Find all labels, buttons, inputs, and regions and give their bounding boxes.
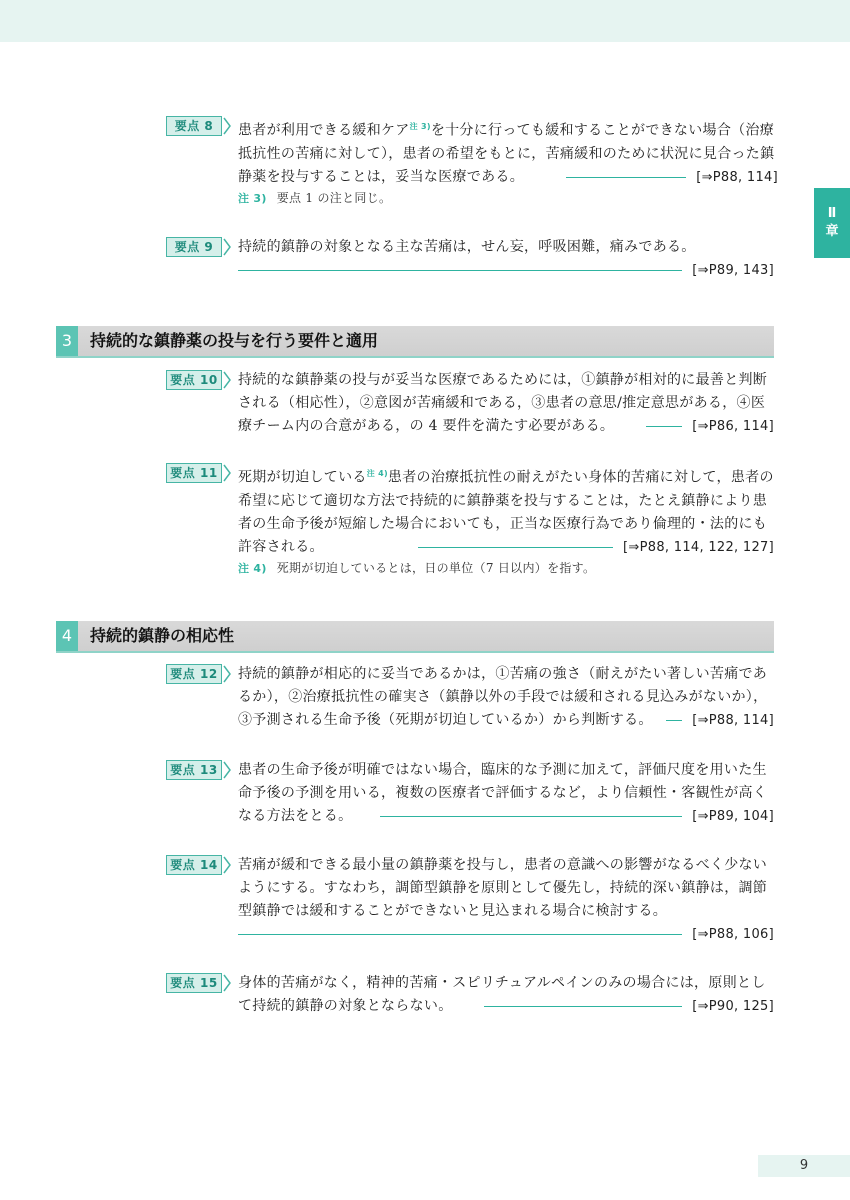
note-label: 注 3): [238, 192, 267, 205]
key-point-11: [166, 462, 774, 559]
key-point-12: [166, 663, 774, 732]
leader-line: [566, 177, 686, 178]
page-reference: [⇒P88, 114]: [696, 169, 778, 185]
leader-line: [484, 1006, 682, 1007]
note-text: 死期が切迫しているとは，日の単位（7 日以内）を指す。: [276, 561, 596, 575]
chapter-tab: [814, 188, 850, 258]
key-point-label: 要点 15: [166, 973, 222, 993]
key-point-label: 要点 12: [166, 664, 222, 684]
key-point-13: [166, 759, 774, 828]
key-point-badge: [166, 664, 232, 684]
leader-line: [238, 934, 682, 935]
chevron-right-icon: [222, 463, 232, 483]
section-number: 3: [56, 326, 78, 356]
note-3: [238, 189, 391, 206]
leader-line: [646, 426, 682, 427]
page-number: 9: [758, 1155, 850, 1177]
key-point-label: 要点 13: [166, 760, 222, 780]
page-reference: [⇒P88, 106]: [692, 927, 774, 942]
top-band: [0, 0, 850, 42]
page-reference: [⇒P88, 114]: [692, 713, 774, 728]
key-point-label: 要点 11: [166, 463, 222, 483]
page-reference: [⇒P88, 114, 122, 127]: [623, 539, 774, 555]
key-point-text: 身体的苦痛がなく，精神的苦痛・スピリチュアルペインのみの場合には，原則として持続的鎮静の対象とならない。: [238, 975, 766, 1014]
chevron-right-icon: [222, 237, 232, 257]
note-text: 要点 1 の注と同じ。: [276, 191, 392, 205]
page-reference: [⇒P89, 143]: [692, 263, 774, 278]
key-point-text: 患者の治療抵抗性の耐えがたい身体的苦痛に対して，患者の希望に応じて適切な方法で持続的に鎮静薬を投与することは，たとえ鎮静により患者の生命予後が短縮した場合においても，正当な医療行為であり倫理的・法的にも許容される。: [238, 469, 774, 555]
key-point-text: 患者が利用できる緩和ケア: [238, 122, 410, 139]
key-point-text: 持続的な鎮静薬の投与が妥当な医療であるためには，①鎮静が相対的に最善と判断される（相応性），②意図が苦痛緩和である，③患者の意思/推定意思がある，④医療チーム内の合意がある，の 4 要件を満たす必要がある。: [238, 372, 768, 434]
section-heading-3: [56, 326, 774, 358]
page-reference: [⇒P90, 125]: [692, 999, 774, 1014]
page-reference: [⇒P89, 104]: [692, 809, 774, 824]
key-point-badge: [166, 237, 232, 257]
chevron-right-icon: [222, 664, 232, 684]
key-point-15: [166, 972, 774, 1018]
section-title: 持続的な鎮静薬の投与を行う要件と適用: [90, 331, 379, 350]
note-mark: 注 3): [409, 122, 431, 131]
key-point-text: 患者の生命予後が明確ではない場合，臨床的な予測に加えて，評価尺度を用いた生命予後の予測を用いる，複数の医療者で評価するなど，より信頼性・客観性が高くなる方法をとる。: [238, 762, 768, 824]
page-reference: [⇒P86, 114]: [692, 419, 774, 434]
note-label: 注 4): [238, 562, 267, 575]
key-point-badge: [166, 370, 232, 390]
key-point-badge: [166, 116, 232, 136]
chapter-tab-numeral: Ⅱ: [827, 206, 837, 221]
note-4: [238, 559, 595, 576]
key-point-text: 死期が切迫している: [238, 469, 367, 486]
key-point-text: 苦痛が緩和できる最小量の鎮静薬を投与し，患者の意識への影響がなるべく少ないようにする。すなわち，調節型鎮静を原則として優先し，持続的深い鎮静は，調節型鎮静では緩和することができないと見込まれる場合に検討する。: [238, 857, 768, 919]
leader-line: [666, 720, 682, 721]
section-number: 4: [56, 621, 78, 651]
section-title: 持続的鎮静の相応性: [90, 626, 235, 645]
key-point-label: 要点 8: [166, 116, 222, 136]
key-point-badge: [166, 760, 232, 780]
chevron-right-icon: [222, 370, 232, 390]
leader-line: [238, 270, 682, 271]
chevron-right-icon: [222, 116, 232, 136]
key-point-text: 持続的鎮静の対象となる主な苦痛は，せん妄，呼吸困難，痛みである。: [238, 239, 696, 255]
chevron-right-icon: [222, 760, 232, 780]
key-point-9: [166, 236, 774, 282]
key-point-badge: [166, 463, 232, 483]
chevron-right-icon: [222, 973, 232, 993]
key-point-badge: [166, 973, 232, 993]
key-point-label: 要点 14: [166, 855, 222, 875]
chapter-tab-kanji: 章: [825, 224, 839, 239]
section-heading-4: [56, 621, 774, 653]
key-point-label: 要点 9: [166, 237, 222, 257]
key-point-badge: [166, 855, 232, 875]
key-point-14: [166, 854, 774, 946]
key-point-10: [166, 369, 774, 438]
key-point-text: を十分に行っても緩和することができない場合（治療抵抗性の苦痛に対して），患者の希望をもとに，苦痛緩和のために状況に見合った鎮静薬を投与することは，妥当な医療である。: [238, 122, 775, 185]
chevron-right-icon: [222, 855, 232, 875]
key-point-text: 持続的鎮静が相応的に妥当であるかは，①苦痛の強さ（耐えがたい著しい苦痛であるか），②治療抵抗性の確実さ（鎮静以外の手段では緩和される見込みがないか），③予測される生命予後（死期が切迫しているか）から判断する。: [238, 666, 768, 728]
key-point-8: [166, 115, 778, 189]
key-point-label: 要点 10: [166, 370, 222, 390]
leader-line: [380, 816, 682, 817]
note-mark: 注 4): [366, 469, 388, 478]
leader-line: [418, 547, 613, 548]
